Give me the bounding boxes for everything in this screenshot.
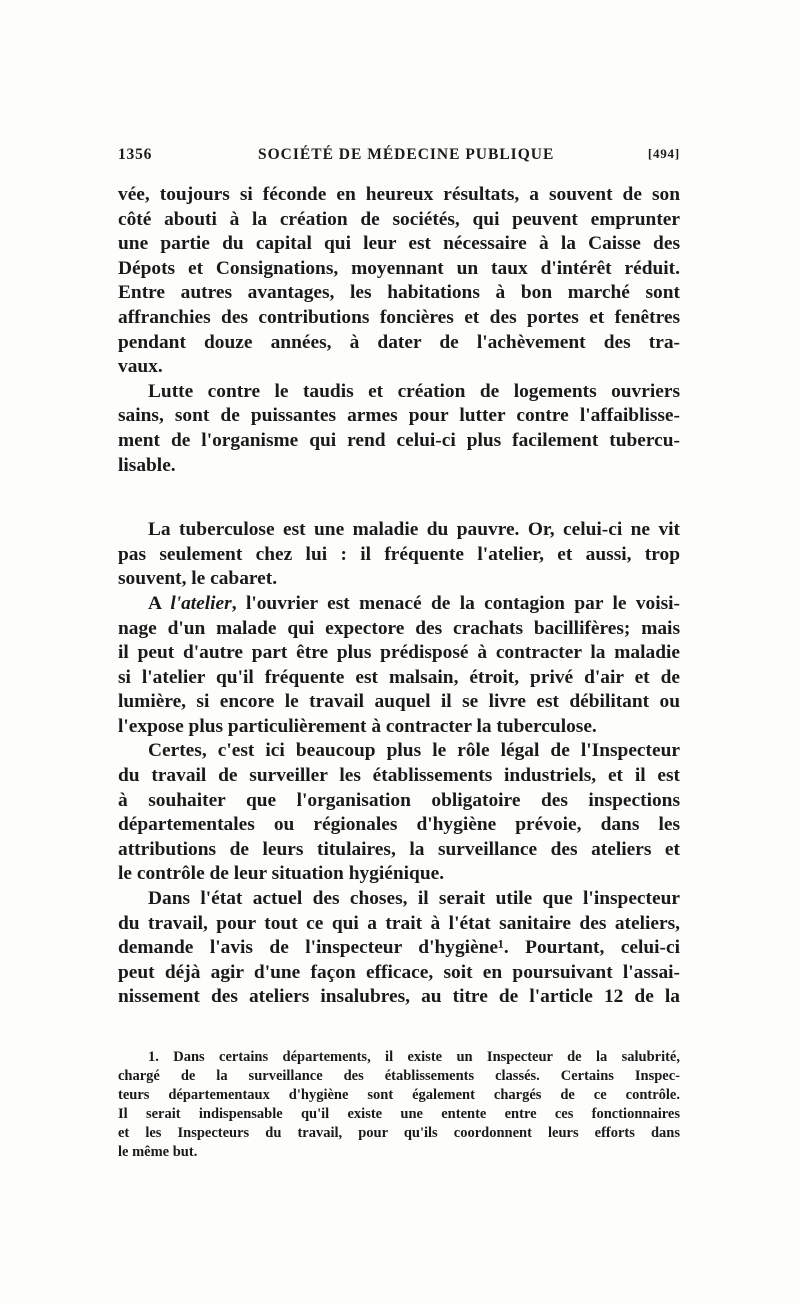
text-line: lumière, si encore le travail auquel il se livre est débilitant ou (118, 691, 680, 713)
paragraph-6 (118, 887, 680, 1010)
text-line: Lutte contre le taudis et création de logements ouvriers (148, 380, 680, 402)
text-line (118, 592, 680, 617)
text-line: lisable. (118, 454, 176, 476)
text-run: , l'ouvrier est menacé de la contagion par le voisi- (231, 592, 681, 614)
footnote-line: teurs départementaux d'hygiène sont également chargés de ce contrôle. (118, 1087, 680, 1103)
text-line: si l'atelier qu'il fréquente est malsain, étroit, privé d'air et de (118, 666, 680, 688)
text-line: Entre autres avantages, les habitations à bon marché sont (118, 282, 680, 304)
text-line: du travail, pour tout ce qui a trait à l'état sanitaire des ateliers, (118, 912, 680, 934)
running-title: SOCIÉTÉ DE MÉDECINE PUBLIQUE (258, 146, 555, 163)
text-line: côté abouti à la création de sociétés, qui peuvent emprunter (118, 208, 680, 230)
text-line: départementales ou régionales d'hygiène prévoie, dans les (118, 814, 680, 836)
footnote-line: chargé de la surveillance des établissements classés. Certains Inspec- (118, 1068, 680, 1084)
text-line: à souhaiter que l'organisation obligatoire des inspections (118, 789, 680, 811)
text-line: du travail de surveiller les établissements industriels, et il est (118, 765, 680, 787)
text-line: le contrôle de leur situation hygiénique. (118, 863, 445, 885)
paragraph-2 (118, 380, 680, 478)
footnote-line: et les Inspecteurs du travail, pour qu'ils coordonnent leurs efforts dans (118, 1125, 680, 1141)
text-line: vaux. (118, 356, 163, 378)
text-run: A (148, 592, 171, 614)
text-line: affranchies des contributions foncières et des portes et fenêtres (118, 306, 680, 328)
text-line: Dans l'état actuel des choses, il serait utile que l'inspecteur (148, 888, 680, 910)
text-line: La tuberculose est une maladie du pauvre. Or, celui-ci ne vit (148, 519, 680, 541)
paragraph-4 (118, 592, 680, 740)
text-line: une partie du capital qui leur est nécessaire à la Caisse des (118, 233, 680, 255)
text-line: pendant douze années, à dater de l'achèvement des tra- (118, 331, 680, 353)
paragraph-5 (118, 739, 680, 887)
text-line: il peut d'autre part être plus prédisposé à contracter la maladie (118, 642, 680, 664)
text-line: l'expose plus particulièrement à contracter la tuberculose. (118, 715, 597, 737)
text-line: peut déjà agir d'une façon efficace, soit en poursuivant l'assai- (118, 961, 680, 983)
text-line: nissement des ateliers insalubres, au titre de l'article 12 de la (118, 986, 680, 1008)
running-header (118, 146, 680, 170)
text-line: ment de l'organisme qui rend celui-ci plus facilement tubercu- (118, 429, 680, 451)
main-text (118, 183, 680, 1010)
text-line: Certes, c'est ici beaucoup plus le rôle légal de l'Inspecteur (148, 740, 680, 762)
text-line: Dépots et Consignations, moyennant un taux d'intérêt réduit. (118, 257, 680, 279)
section-gap (118, 478, 680, 518)
page-number: 1356 (118, 146, 153, 163)
text-line: sains, sont de puissantes armes pour lutter contre l'affaiblisse- (118, 405, 680, 427)
text-line: vée, toujours si féconde en heureux résultats, a souvent de son (118, 184, 680, 205)
paragraph-1 (118, 183, 680, 380)
paragraph-3 (118, 518, 680, 592)
footnote-line: le même but. (118, 1144, 198, 1160)
footnotes (118, 1048, 680, 1162)
text-line: pas seulement chez lui : il fréquente l'atelier, et aussi, trop (118, 543, 680, 565)
footnote-line: Il serait indispensable qu'il existe une entente entre ces fonctionnaires (118, 1106, 680, 1122)
bracket-page-number: [494] (647, 146, 680, 161)
text-line: attributions de leurs titulaires, la surveillance des ateliers et (118, 838, 680, 860)
text-line: souvent, le cabaret. (118, 568, 278, 590)
text-line: demande l'avis de l'inspecteur d'hygiène¹. Pourtant, celui-ci (118, 937, 680, 959)
italic-term: l'atelier (170, 592, 232, 614)
text-line: nage d'un malade qui expectore des crachats bacillifères; mais (118, 617, 680, 639)
footnote-line: 1. Dans certains départements, il existe un Inspecteur de la salubrité, (148, 1049, 680, 1065)
